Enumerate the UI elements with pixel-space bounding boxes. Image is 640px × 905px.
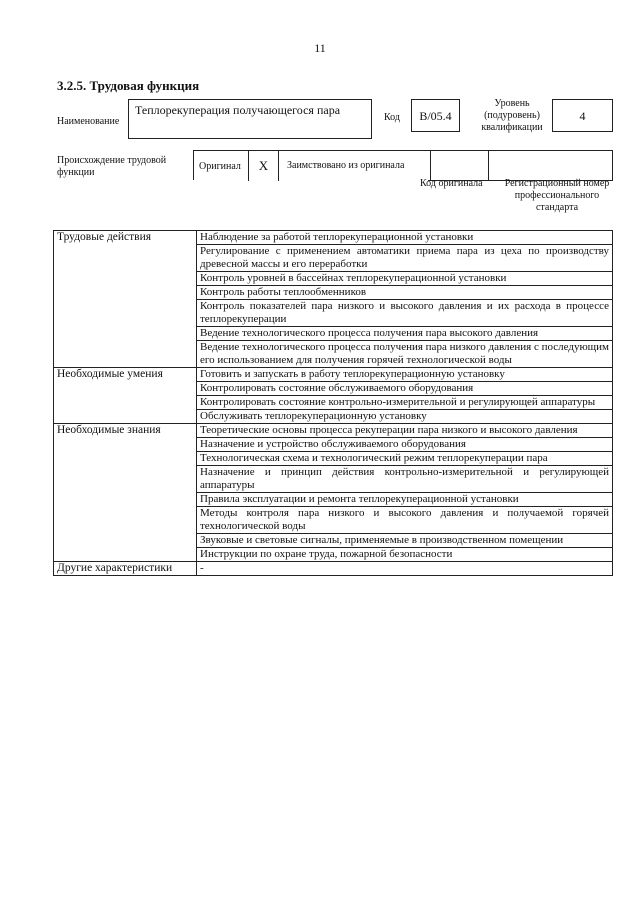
table-row [54,231,613,245]
borrowed-label: Заимствовано из оригинала [279,151,431,181]
knowledge-item: Правила эксплуатации и ремонта теплорекуперационной установки [197,493,613,507]
skill-item: Контролировать состояние обслуживаемого оборудования [197,382,613,396]
labor-action-item: Регулирование с применением автоматики приема пара из цеха по производству древесной массы и его переработки [197,245,613,272]
required-knowledge-title: Необходимые знания [54,424,197,562]
function-name-box: Теплорекуперация получающегося пара [128,99,372,139]
labor-action-item: Контроль показателей пара низкого и высокого давления и их расхода в процессе теплорекуперации [197,300,613,327]
labor-action-item: Контроль работы теплообменников [197,286,613,300]
labor-action-item: Ведение технологического процесса получения пара низкого давления с последующим его использованием для получения горячей технологической воды [197,341,613,368]
reg-number-cell [489,151,614,181]
original-code-cell [431,151,489,181]
table-row [54,562,613,576]
other-characteristics-title: Другие характеристики [54,562,197,576]
origin-row [193,150,613,180]
skill-item: Контролировать состояние контрольно-измерительной и регулирующей аппаратуры [197,396,613,410]
reg-number-label: Регистрационный номер профессионального стандарта [504,178,610,213]
knowledge-item: Теоретические основы процесса рекуперации пара низкого и высокого давления [197,424,613,438]
knowledge-item: Звуковые и световые сигналы, применяемые в производственном помещении [197,534,613,548]
required-skills-title: Необходимые умения [54,368,197,424]
original-mark: X [249,151,279,181]
original-label: Оригинал [194,151,249,181]
skill-item: Обслуживать теплорекуперационную установку [197,410,613,424]
code-label: Код [384,112,400,123]
labor-function-table [53,230,613,576]
function-code-box: B/05.4 [411,99,460,132]
original-code-label: Код оригинала [420,178,483,189]
page-number: 11 [314,41,326,55]
labor-action-item: Ведение технологического процесса получения пара высокого давления [197,327,613,341]
name-label: Наименование [57,116,120,127]
skill-item: Готовить и запускать в работу теплорекуперационную установку [197,368,613,382]
other-characteristics-value: - [197,562,613,576]
knowledge-item: Назначение и принцип действия контрольно-измерительной и регулирующей аппаратуры [197,466,613,493]
section-title: 3.2.5. Трудовая функция [57,78,200,93]
table-row [54,424,613,438]
knowledge-item: Инструкции по охране труда, пожарной безопасности [197,548,613,562]
labor-actions-title: Трудовые действия [54,231,197,368]
labor-action-item: Наблюдение за работой теплорекуперационной установки [197,231,613,245]
table-row [54,368,613,382]
qualification-level-label: Уровень (подуровень) квалификации [481,98,543,133]
qualification-level-box: 4 [552,99,613,132]
labor-action-item: Контроль уровней в бассейнах теплорекуперационной установки [197,272,613,286]
knowledge-item: Назначение и устройство обслуживаемого оборудования [197,438,613,452]
knowledge-item: Технологическая схема и технологический режим теплорекуперации пара [197,452,613,466]
origin-label: Происхождение трудовой функции [57,155,167,178]
knowledge-item: Методы контроля пара низкого и высокого давления и получаемой горячей технологической воды [197,507,613,534]
